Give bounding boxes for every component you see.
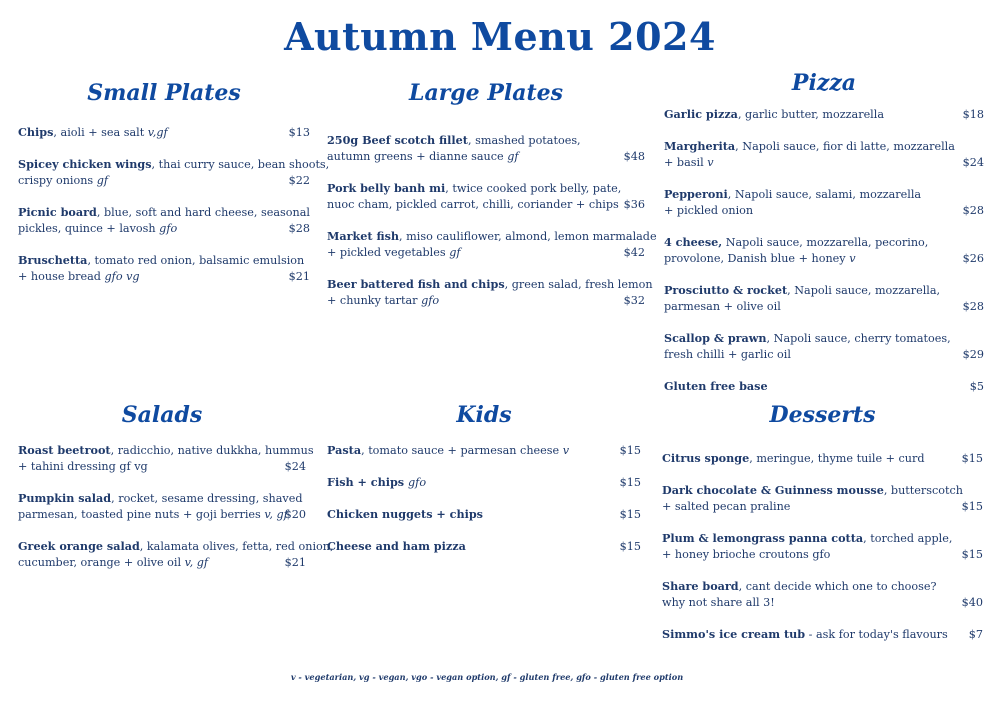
dietary-tag: gfo [421,294,440,307]
desserts-section [662,402,983,658]
menu-item-description: , tomato red onion, balsamic emulsion [87,254,305,267]
menu-item-line [664,378,938,395]
menu-item-price: $28 [962,300,984,313]
section-title: Desserts [769,402,876,428]
menu-title: Autumn Menu 2024 [284,14,716,59]
menu-item-price: $18 [962,108,984,121]
menu-item-name: 4 cheese, [664,235,723,249]
menu-item-description: , aioli + sea salt [53,126,148,139]
menu-item-line [18,490,303,507]
menu-item-line [664,330,951,347]
dietary-tag: gf [507,150,519,163]
menu-item-description: + salted pecan praline [662,500,791,513]
menu-item [664,234,984,267]
menu-item-price: $36 [623,198,645,211]
menu-item-description: + basil [664,156,708,169]
pizza-section [664,70,984,410]
menu-item-description: , miso cauliflower, almond, lemon marmalade [399,230,657,243]
menu-item-description: , blue, soft and hard cheese, seasonal [96,206,310,219]
menu-item [18,204,310,237]
menu-item-description: fresh chilli + garlic oil [664,348,791,361]
menu-item-line [18,252,305,269]
kids-section [327,402,641,570]
menu-item-line [18,507,288,523]
menu-item-name: Bruschetta [18,253,88,267]
menu-item-name: Simmo's ice cream tub [662,627,806,641]
menu-item [664,378,984,395]
menu-item-name: Pepperoni [664,187,728,201]
menu-item-price: $7 [968,628,983,641]
menu-item-line [327,180,622,197]
menu-item-name: Cheese and ham pizza [327,539,466,553]
menu-item-price: $24 [962,156,984,169]
dietary-tag: gfo [159,222,178,235]
menu-item-line [664,155,938,171]
menu-item [662,530,983,563]
menu-item-name: Beer battered fish and chips [327,277,505,291]
menu-item-price: $21 [284,556,306,569]
menu-item [18,252,310,285]
section-title: Large Plates [408,80,564,106]
menu-item-price: $15 [619,540,641,553]
menu-item-line [327,276,653,293]
menu-item [327,276,653,309]
menu-item-description: why not share all 3! [662,596,775,609]
menu-item-description: - ask for today's flavours [805,628,948,641]
menu-item [18,156,330,189]
menu-item-price: $42 [623,246,645,259]
menu-item-price: $15 [961,548,983,561]
menu-item-name: Garlic pizza [664,107,738,121]
menu-item-line [664,106,938,123]
dietary-tag: v [707,156,714,169]
menu-item-description: + tahini dressing gf vg [18,460,148,473]
menu-item [662,450,983,467]
menu-item-price: $15 [961,500,983,513]
menu-item-description: , Napoli sauce, mozzarella, [787,284,941,297]
menu-item-line [662,595,937,611]
menu-item-description: , rocket, sesame dressing, shaved [111,492,303,505]
menu-item-description: + honey brioche croutons gfo [662,548,831,561]
menu-item-line [664,234,938,251]
menu-item-name: Spicey chicken wings [18,157,152,171]
large-plates-section [327,80,657,324]
menu-item-description: + house bread [18,270,105,283]
menu-item-description: , Napoli sauce, salami, mozzarella [727,188,922,201]
menu-item-price: $22 [288,174,310,187]
menu-item [662,626,983,643]
menu-item-line [664,138,955,155]
menu-item-name: Chips [18,125,54,139]
menu-item-line [18,269,264,285]
menu-item-description: , radicchio, native dukkha, hummus [110,444,314,457]
menu-item [664,282,984,315]
dietary-tag: v, gf [184,556,209,569]
menu-item-description: + pickled vegetables [327,246,450,259]
menu-item-line [327,538,595,555]
menu-item-line [662,578,937,595]
menu-item-name: Roast beetroot [18,443,111,457]
menu-item-price: $15 [619,508,641,521]
small-plates-section [18,80,330,300]
menu-item [662,578,983,611]
menu-item-name: Margherita [664,139,736,153]
menu-item-name: Pasta [327,443,362,457]
menu-item-description: Napoli sauce, mozzarella, pecorino, [722,236,929,249]
menu-item [18,124,310,141]
menu-item-description: cucumber, orange + olive oil [18,556,185,569]
menu-item-line [18,204,310,221]
menu-item-price: $48 [623,150,645,163]
menu-item [664,330,984,363]
menu-item-line [18,555,260,571]
menu-item-description: , thai curry sauce, bean shoots, [151,158,330,171]
section-title: Salads [121,402,203,428]
menu-item [327,474,641,491]
menu-item-price: $24 [284,460,306,473]
menu-item-name: Prosciutto & rocket [664,283,788,297]
menu-item-line [662,547,937,563]
dietary-tag: gfo vg [104,270,140,283]
menu-item-price: $20 [284,508,306,521]
menu-item-line [662,450,937,467]
menu-item-description: , smashed potatoes, [467,134,581,147]
menu-item [327,442,641,459]
menu-item-line [18,221,264,237]
menu-item-name: Pork belly banh mi [327,181,446,195]
menu-item-price: $32 [623,294,645,307]
menu-item-price: $26 [962,252,984,265]
menu-item-description: , twice cooked pork belly, pate, [445,182,622,195]
menu-item [327,506,641,523]
menu-item-description: + pickled onion [664,204,754,217]
dietary-tag: gf [96,174,109,187]
menu-item-line [327,474,595,491]
menu-item-price: $15 [961,452,983,465]
menu-item-name: Gluten free base [664,379,768,393]
menu-item [327,538,641,555]
menu-item-line [327,149,599,165]
menu-item-line [18,538,334,555]
menu-item-description: , torched apple, [863,532,953,545]
menu-item [327,228,657,261]
menu-item-description: crispy onions [18,174,97,187]
menu-item-name: Pumpkin salad [18,491,112,505]
menu-item-description: , meringue, thyme tuile + curd [749,452,925,465]
menu-item-line [664,282,941,299]
menu-item-description: , garlic butter, mozzarella [737,108,885,121]
dietary-tag: v [849,252,856,265]
menu-item-line [18,173,264,189]
dietary-tag: v,gf [147,126,168,139]
menu-item-name: Scallop & prawn [664,331,767,345]
menu-item-description: parmesan, toasted pine nuts + goji berries [18,508,265,521]
menu-item-description: autumn greens + dianne sauce [327,150,508,163]
menu-item-price: $5 [969,380,984,393]
menu-item-line [327,506,595,523]
menu-item-line [327,245,599,261]
menu-item-name: Fish + chips [327,475,409,489]
menu-item-line [662,482,963,499]
menu-item [664,106,984,123]
section-title: Kids [456,402,512,428]
menu-item-line [664,299,938,315]
menu-item-line [662,499,937,515]
menu-item-line [662,530,953,547]
menu-item-line [18,124,264,141]
menu-item-line [327,442,595,459]
menu-item-line [18,442,314,459]
dietary-tag: gfo [408,476,427,489]
menu-item-description: , Napoli sauce, fior di latte, mozzarella [735,140,955,153]
menu-item-price: $13 [288,126,310,139]
menu-item-name: Greek orange salad [18,539,140,553]
menu-item-price: $28 [288,222,310,235]
dietary-tag: gf [449,246,461,259]
menu-item [18,538,334,571]
menu-item-description: , tomato sauce + parmesan cheese [361,444,563,457]
menu-item-description: , butterscotch [883,484,963,497]
menu-item-price: $15 [619,444,641,457]
dietary-tag: v [562,444,570,457]
menu-item-name: Plum & lemongrass panna cotta [662,531,864,545]
menu-item [327,132,645,165]
menu-item-name: Dark chocolate & Guinness mousse [662,483,884,497]
dietary-tag: v, gf [264,508,288,521]
menu-item-name: Picnic board [18,205,97,219]
section-title: Small Plates [87,80,241,106]
menu-item-description: parmesan + olive oil [664,300,781,313]
menu-item-description: + chunky tartar [327,294,422,307]
menu-item-name: 250g Beef scotch fillet [327,133,468,147]
salads-section [18,402,334,586]
menu-item-price: $15 [619,476,641,489]
section-title: Pizza [791,70,857,96]
menu-item [18,442,314,475]
menu-item-line [18,459,260,475]
menu-item-line [327,228,657,245]
menu-item-price: $21 [288,270,310,283]
menu-item-line [664,251,938,267]
menu-item [327,180,645,213]
menu-item-price: $40 [961,596,983,609]
menu-item [18,490,306,523]
menu-item [664,186,984,219]
menu-item-description: , kalamata olives, fetta, red onion, [139,540,334,553]
menu-item-line [664,186,938,203]
menu-item-line [18,156,330,173]
menu-item-description: nuoc cham, pickled carrot, chilli, coriander + chips [327,198,619,211]
menu-item [662,482,983,515]
menu-item-description: , Napoli sauce, cherry tomatoes, [766,332,951,345]
menu-item-line [664,347,938,363]
menu-item-name: Market fish [327,229,400,243]
menu-item-description: provolone, Danish blue + honey [664,252,850,265]
menu-item-price: $28 [962,204,984,217]
menu-item-name: Share board [662,579,739,593]
menu-item-line [664,203,938,219]
menu-item-line [327,293,599,309]
menu-item-description: pickles, quince + lavosh [18,222,160,235]
menu-item-description: , cant decide which one to choose? [738,580,937,593]
menu-item [664,138,984,171]
menu-item-description: , green salad, fresh lemon [504,278,653,291]
menu-item-name: Citrus sponge [662,451,750,465]
menu-item-price: $29 [962,348,984,361]
dietary-legend: v - vegetarian, vg - vegan, vgo - vegan option, gf - gluten free, gfo - gluten free option [290,672,684,682]
menu-item-line [327,197,619,213]
menu-item-line [327,132,599,149]
menu-item-line [662,626,948,643]
menu-item-name: Chicken nuggets + chips [327,507,483,521]
